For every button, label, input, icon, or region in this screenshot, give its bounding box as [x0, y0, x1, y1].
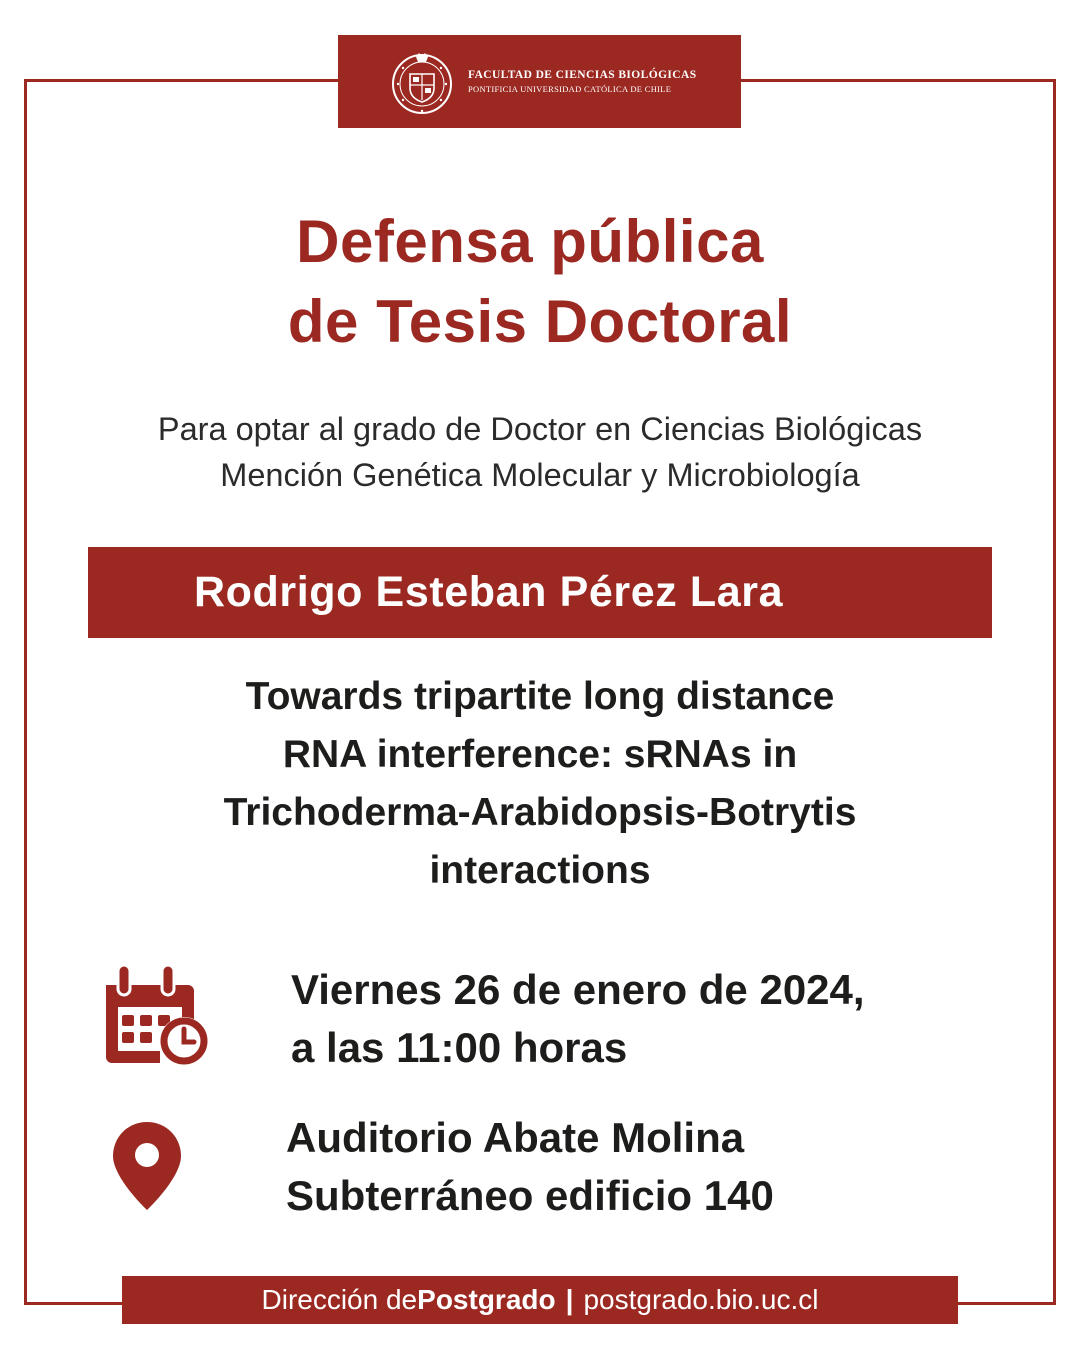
event-date: Viernes 26 de enero de 2024, — [291, 966, 865, 1013]
faculty-name: FACULTAD DE CIENCIAS BIOLÓGICAS — [468, 69, 697, 81]
footer-website-link[interactable]: postgrado.bio.uc.cl — [583, 1284, 819, 1315]
university-seal-icon — [388, 48, 456, 116]
candidate-name: Rodrigo Esteban Pérez Lara — [194, 568, 784, 616]
footer-prefix: Dirección de — [261, 1284, 418, 1315]
venue-name: Auditorio Abate Molina — [286, 1114, 745, 1161]
event-title-line-1: Defensa pública — [296, 208, 764, 275]
degree-line: Para optar al grado de Doctor en Ciencias Biológicas — [157, 411, 923, 447]
footer-banner — [122, 1276, 958, 1324]
location-pin-icon — [111, 1120, 183, 1212]
candidate-name-banner — [88, 547, 992, 638]
thesis-title-line-4: interactions — [429, 849, 651, 892]
event-title-line-2: de Tesis Doctoral — [287, 288, 793, 355]
thesis-title-line-3: Trichoderma-Arabidopsis-Botrytis — [223, 791, 857, 834]
footer-separator: | — [565, 1284, 574, 1315]
university-name: PONTIFICIA UNIVERSIDAD CATÓLICA DE CHILE — [468, 84, 672, 94]
calendar-clock-icon — [100, 963, 212, 1067]
footer-department: Postgrado — [417, 1284, 556, 1315]
venue-detail: Subterráneo edificio 140 — [286, 1172, 774, 1219]
thesis-title-line-1: Towards tripartite long distance — [245, 675, 835, 718]
faculty-header — [338, 35, 741, 128]
thesis-title-line-2: RNA interference: sRNAs in — [282, 733, 798, 776]
event-time: a las 11:00 horas — [291, 1024, 628, 1071]
specialization-line: Mención Genética Molecular y Microbiología — [220, 457, 860, 493]
